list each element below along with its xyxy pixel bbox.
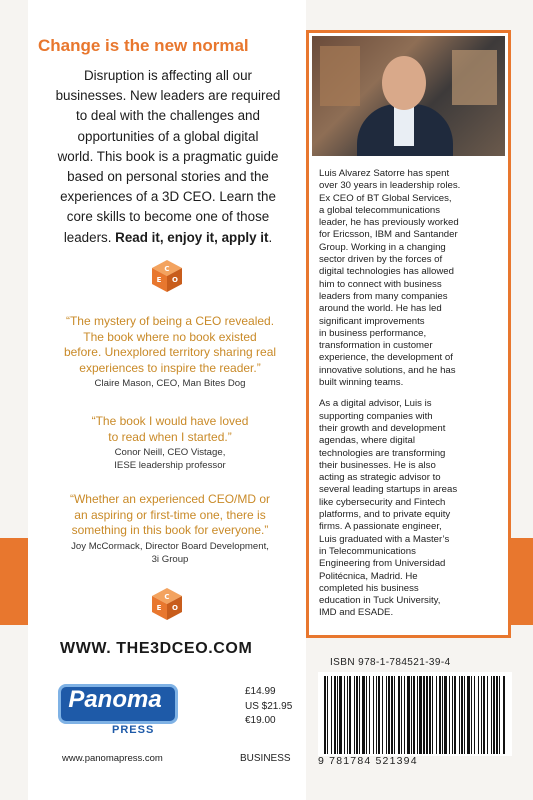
barcode-bar [429,676,431,754]
svg-text:O: O [172,604,178,612]
author-bio [319,168,501,629]
quote-text: “The book I would have loved to read when I started.” [91,414,249,444]
prices: £14.99 US $21.95 €19.00 [245,686,293,726]
barcode-bar [449,676,450,754]
barcode-bar [503,676,505,754]
publisher-url[interactable]: www.panomapress.com [62,753,163,764]
svg-text:C: C [164,593,170,601]
barcode-bar [481,676,482,754]
barcode-bar [411,676,412,754]
ceo-cube-icon [150,586,184,622]
barcode-bar [356,676,358,754]
barcode-bar [366,676,367,754]
barcode-bar [483,676,485,754]
blurb [36,66,300,248]
barcode-bar [394,676,395,754]
barcode-bar [382,676,383,754]
barcode-bar [499,676,500,754]
barcode-bar [419,676,422,754]
barcode-bar [474,676,475,754]
barcode-bar [467,676,470,754]
blurb-emphasis: Read it, enjoy it, apply it [115,229,269,245]
barcode-bar [339,676,342,754]
barcode-bar [337,676,338,754]
barcode-bar [349,676,351,754]
publisher-logo [58,684,178,740]
publisher-name: Panoma [68,686,162,713]
barcode-bar [478,676,479,754]
website-url[interactable]: WWW. THE3DCEO.COM [60,640,253,657]
author-photo [312,36,505,156]
barcode-bar [491,676,492,754]
quote-text: “The mystery of being a CEO revealed. The book where no book existed before. Unexplored territory sharing real experiences to inspire the reader.” [63,314,277,375]
blurb-end: . [268,229,273,245]
barcode-bar [464,676,465,754]
quote-author: Conor Neill, CEO Vistage, IESE leadership professor [114,447,226,471]
barcode-bar [496,676,498,754]
barcode-bar [452,676,453,754]
barcode-bar [398,676,400,754]
barcode-bar [436,676,437,754]
barcode-bar [388,676,390,754]
barcode-bar [344,676,345,754]
barcode-bar [354,676,355,754]
barcode-bar [439,676,441,754]
barcode-bar [493,676,495,754]
svg-text:O: O [172,276,178,284]
svg-text:E: E [156,604,162,612]
svg-text:C: C [164,265,170,273]
barcode-bar [401,676,402,754]
barcode-bar [417,676,418,754]
quote-text: “Whether an experienced CEO/MD or an aspiring or first-time one, there is something in this book for everyone.” [69,492,271,537]
barcode-bar [362,676,365,754]
barcode-bar [334,676,336,754]
barcode-bar [444,676,447,754]
ceo-cube-icon [150,258,184,294]
barcode-bar [369,676,370,754]
barcode-bar [459,676,460,754]
bio-paragraph: As a digital advisor, Luis is supporting companies with their growth and development agendas, where digital technologies are transforming their businesses. He is also acting as strategic advisor to several leading startups in areas like cybersecurity and Fintech platforms, and to private equity firms. A passionate engineer, Luis graduated with a Master’s in Telecommunications Engineering from Universidad Politécnica, Madrid. He completed his business education in Tuck University, IMD and ESADE. [319,398,458,619]
barcode-bar [487,676,488,754]
barcode-bar [461,676,463,754]
barcode-bar [413,676,415,754]
publisher-press: PRESS [112,724,155,736]
quote-author: Claire Mason, CEO, Man Bites Dog [94,378,246,389]
barcode-bar [454,676,456,754]
author-panel [306,30,511,638]
barcode-bar [386,676,387,754]
blurb-body: Disruption is affecting all our businesses. New leaders are required to deal with the challenges and opportunities of a global digital world. This book is a pragmatic guide based on personal stories and the experiences of a 3D CEO. Learn the core skills to become one of those leaders. [55,68,281,245]
barcode-bar [347,676,348,754]
quote-author: Joy McCormack, Director Board Development, 3i Group [71,541,269,565]
category: BUSINESS [240,753,291,764]
barcode-bar [359,676,360,754]
barcode-bar [404,676,405,754]
barcode-bar [376,676,377,754]
barcode-bar [407,676,410,754]
isbn-label: ISBN 978-1-784521-39-4 [330,657,451,668]
barcode-bar [331,676,332,754]
barcode-bar [426,676,428,754]
barcode-bar [432,676,433,754]
barcode-bar [373,676,374,754]
headline: Change is the new normal [38,36,249,55]
barcode-bar [391,676,393,754]
barcode [318,672,512,756]
barcode-bar [324,676,326,754]
barcode-bar [423,676,425,754]
svg-text:E: E [156,276,162,284]
barcode-bar [327,676,328,754]
barcode-bar [471,676,472,754]
barcode-bar [378,676,380,754]
barcode-bar [442,676,443,754]
barcode-digits: 9 781784 521394 [318,755,418,767]
bio-paragraph: Luis Alvarez Satorre has spent over 30 years in leadership roles. Ex CEO of BT Global Services, a global telecommunications leader, he has previously worked for Ericsson, IBM and Santander Group. Working in a changing sector driven by the forces of digital technologies has allowed him to connect with business leaders from many companies around the world. He has led significant improvements in business performance, transformation in customer experience, the development of innovative solutions, and he has built winning teams. [319,168,461,389]
